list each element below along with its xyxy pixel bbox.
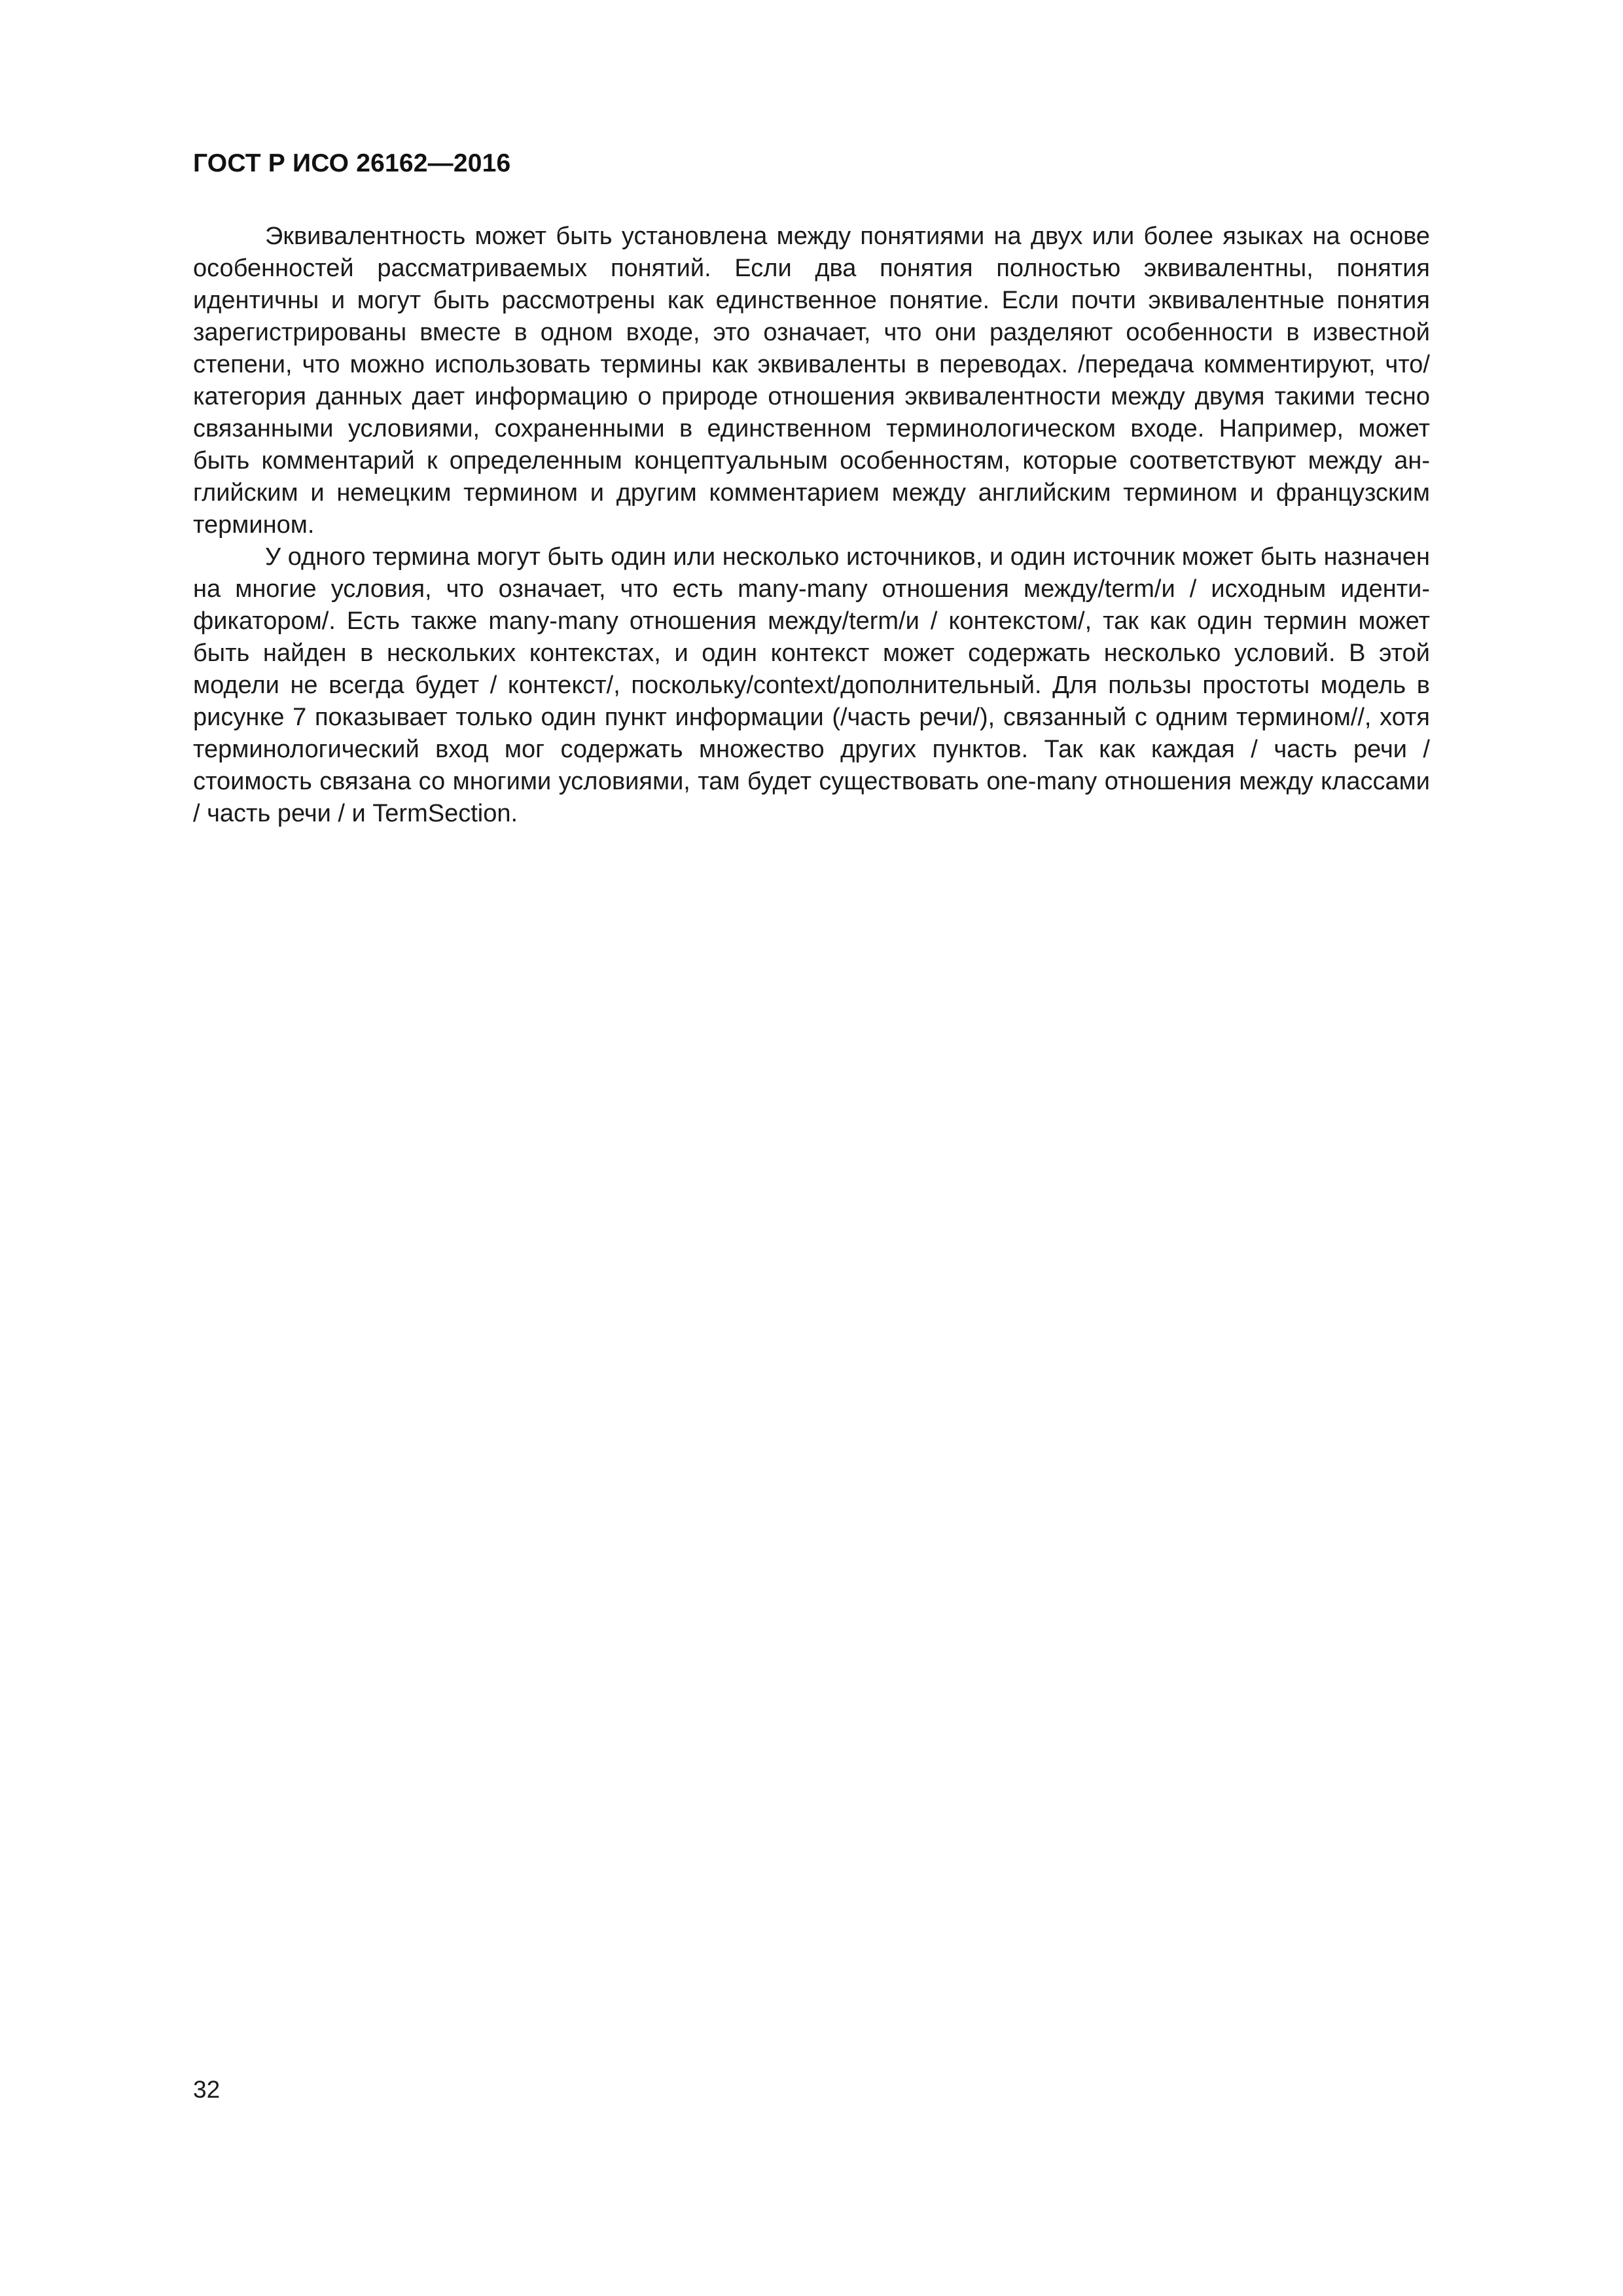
paragraph-sources-relations: У одного термина могут быть один или несколько источников, и один источник может быть назначен на многие условия, что означает, что есть many-many отношения между/term/и / исходным идентификатором/. Есть также many-many отношения между/term/и / контекстом/, так как один термин может быть найден в нескольких контекстах, и один контекст может содержать несколько условий. В этой модели не всегда будет / контекст/, поскольку/context/дополнительный. Для пользы простоты модель в рисунке 7 показывает только один пункт информации (/часть речи/), связанный с одним термином//, хотя терминологический вход мог содержать множество других пунктов. Так как каждая / часть речи / стоимость связана со многими условиями, там будет существовать one-many отношения между классами / часть речи / и TermSection. (193, 543, 1430, 827)
standard-identifier-header: ГОСТ Р ИСО 26162—2016 (193, 149, 511, 177)
page-number: 32 (193, 2076, 221, 2103)
paragraph-equivalence: Эквивалентность может быть установлена между понятиями на двух или более языках на основе особенностей рассматриваемых понятий. Если два понятия полностью эквивалентны, понятия идентичны и могут быть рассмотрены как единственное понятие. Если почти эквивалентные понятия зарегистрированы вместе в одном входе, это означает, что они разделяют особенности в известной степени, что можно использовать термины как эквиваленты в переводах. /передача комментируют, что/ категория данных дает информацию о природе отношения эквивалентности между двумя такими тесно связанными условиями, сохраненными в единственном терминологическом входе. Например, может быть комментарий к определенным концептуальным особенностям, которые соответствуют между английским и немецким термином и другим комментарием между английским термином и французским термином. (193, 223, 1430, 539)
body-text (193, 221, 1430, 830)
